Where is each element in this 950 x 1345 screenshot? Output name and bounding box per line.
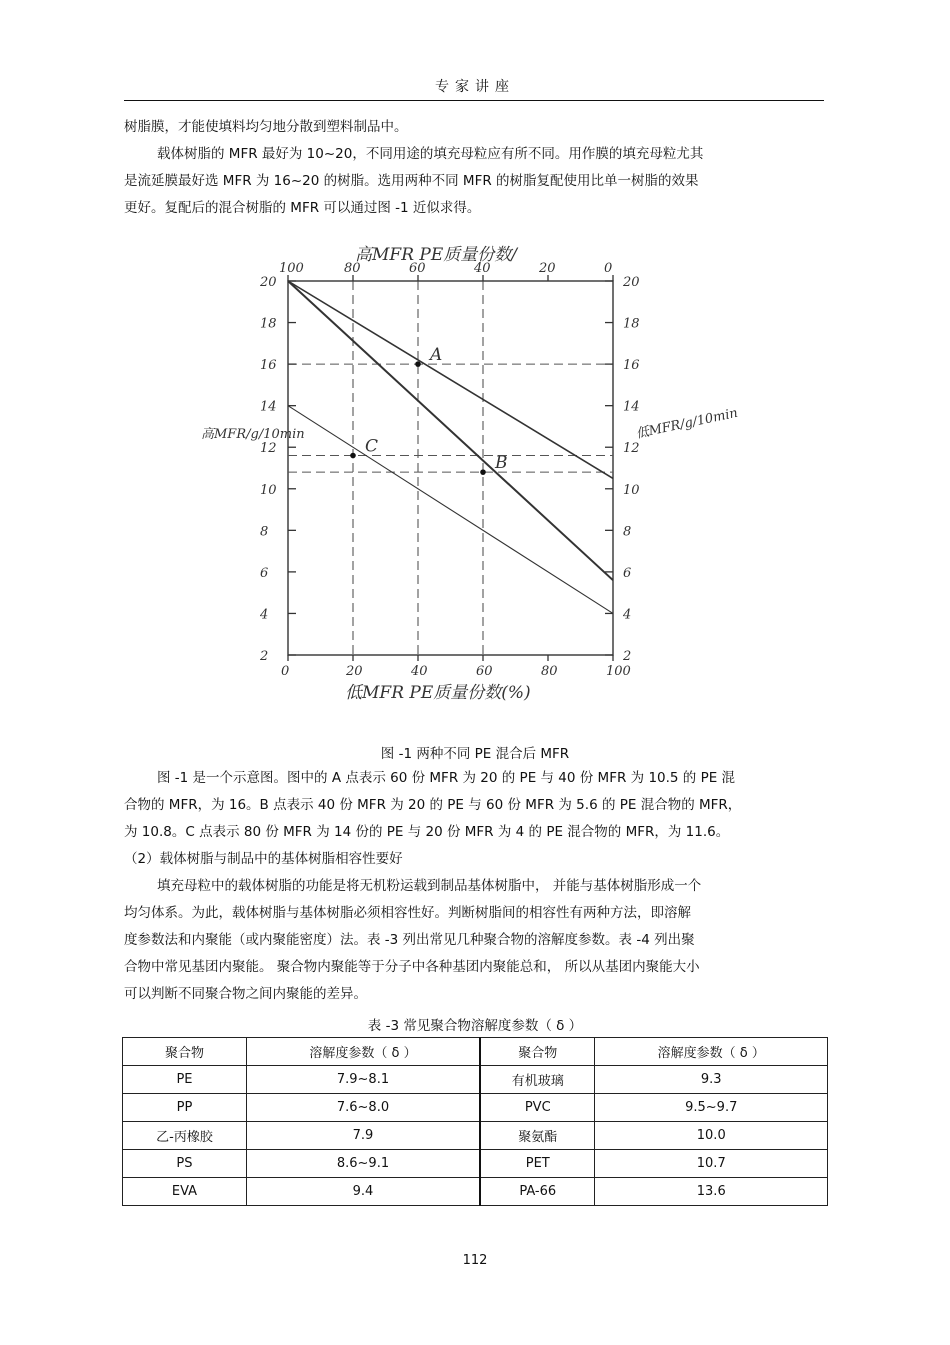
data-point [415,361,421,367]
text-line: 为 10.8。C 点表示 80 份 MFR 为 14 份的 PE 与 20 份 MFR 为 4 的 PE 混合物的 MFR，为 11.6。 [124,824,730,840]
chart-frame [288,281,613,655]
right-tick-label: 10 [623,482,640,498]
text-line: 合物的 MFR，为 16。B 点表示 40 份 MFR 为 20 的 PE 与 60 份 MFR 为 5.6 的 PE 混合物的 MFR， [124,797,742,813]
table-cell: 7.9~8.1 [246,1066,480,1094]
bottom-tick-label: 80 [541,664,558,679]
table-caption: 表 -3 常见聚合物溶解度参数（ δ ） [367,1018,583,1034]
column-header: 聚合物 [123,1038,247,1066]
right-tick-label: 20 [623,275,640,290]
header-rule [124,100,824,101]
left-tick-label: 18 [260,316,277,332]
left-tick-label: 2 [260,649,269,664]
text-line: 填充母粒中的载体树脂的功能是将无机粉运载到制品基体树脂中， 并能与基体树脂形成一个 [157,878,702,894]
bottom-axis-title: 低MFR PE质量份数(%) [345,683,531,703]
section-heading [124,846,834,873]
right-tick-label: 12 [623,441,640,457]
right-axis-title: 低MFR/g/10min [634,405,740,442]
point-label: B [495,453,508,474]
table-cell: EVA [123,1178,247,1206]
text-line: 是流延膜最好选 MFR 为 16~20 的树脂。选用两种不同 MFR 的树脂复配使用比单一树脂的效果 [124,173,699,189]
right-tick-label: 4 [623,607,632,623]
left-axis-title: 高MFR/g/10min [201,427,305,442]
table-cell: 10.0 [595,1122,828,1150]
table-cell: 聚氨酯 [480,1122,595,1150]
column-header: 溶解度参数（ δ ） [246,1038,480,1066]
table-cell: 有机玻璃 [480,1066,595,1094]
table-cell: PVC [480,1094,595,1122]
top-tick-label: 0 [604,261,613,276]
bottom-tick-label: 40 [411,664,428,679]
left-tick-label: 20 [260,275,277,290]
table-cell: 13.6 [595,1178,828,1206]
paragraph-2 [124,141,834,222]
left-tick-label: 6 [260,565,269,581]
left-tick-label: 10 [260,482,277,498]
table-cell: PP [123,1094,247,1122]
table-cell: 9.5~9.7 [595,1094,828,1122]
left-tick-label: 12 [260,441,277,457]
bottom-tick-label: 100 [606,664,631,679]
point-label: C [365,436,379,457]
data-point [480,469,486,475]
top-tick-label: 60 [409,261,426,276]
text-line: 合物中常见基团内聚能。 聚合物内聚能等于分子中各种基团内聚能总和， 所以从基团内聚能大小 [124,959,700,975]
table-cell: 7.9 [246,1122,480,1150]
text-line: 更好。复配后的混合树脂的 MFR 可以通过图 -1 近似求得。 [124,200,481,216]
right-tick-label: 14 [623,399,640,415]
table-cell: 乙-丙橡胶 [123,1122,247,1150]
left-tick-label: 8 [260,524,269,540]
line-C [288,406,613,614]
top-tick-label: 20 [539,261,556,276]
text-line: 图 -1 是一个示意图。图中的 A 点表示 60 份 MFR 为 20 的 PE 与 40 份 MFR 为 10.5 的 PE 混 [157,770,736,786]
page-header: 专家讲座 [435,79,515,95]
column-header: 溶解度参数（ δ ） [595,1038,828,1066]
right-tick-label: 6 [623,565,632,581]
text-line: 可以判断不同聚合物之间内聚能的差异。 [124,986,367,1002]
top-tick-label: 100 [279,261,304,276]
paragraph-3 [124,765,834,846]
bottom-tick-label: 60 [476,664,493,679]
column-header: 聚合物 [480,1038,595,1066]
table-row [123,1122,828,1150]
text-line: 度参数法和内聚能（或内聚能密度）法。表 -3 列出常见几种聚合物的溶解度参数。表 -4 列出聚 [124,932,695,948]
point-label: A [430,345,443,366]
table-cell: 9.3 [595,1066,828,1094]
table-row [123,1066,828,1094]
table-cell: PE [123,1066,247,1094]
left-tick-label: 14 [260,399,277,415]
text-line: 载体树脂的 MFR 最好为 10~20，不同用途的填充母粒应有所不同。用作膜的填充母粒尤其 [157,146,704,162]
table-cell: PET [480,1150,595,1178]
left-tick-label: 4 [260,607,269,623]
table-row [123,1150,828,1178]
table-cell: 7.6~8.0 [246,1094,480,1122]
left-tick-label: 16 [260,358,277,374]
text-line: 均匀体系。为此，载体树脂与基体树脂必须相容性好。判断树脂间的相容性有两种方法，即溶解 [124,905,691,921]
table-row [123,1178,828,1206]
table-cell: 10.7 [595,1150,828,1178]
guide-lines [288,281,613,655]
right-tick-label: 8 [623,524,632,540]
solubility-table [122,1037,828,1206]
paragraph-1 [124,114,834,141]
top-axis-title: 高MFR PE质量份数/ [355,245,517,265]
right-tick-label: 16 [623,358,640,374]
right-tick-label: 18 [623,316,640,332]
right-tick-label: 2 [623,649,632,664]
table-cell: 8.6~9.1 [246,1150,480,1178]
text-line: （2）载体树脂与制品中的基体树脂相容性要好 [124,851,403,867]
page-number: 112 [462,1253,488,1268]
table-cell: 9.4 [246,1178,480,1206]
table-header-row [123,1038,828,1066]
bottom-tick-label: 0 [281,664,290,679]
line-B [288,281,613,580]
top-tick-label: 80 [344,261,361,276]
bottom-tick-label: 20 [346,664,363,679]
axis-ticks [259,261,640,679]
plot-lines [288,281,613,613]
table-row [123,1094,828,1122]
mfr-blend-chart [175,230,740,705]
paragraph-5 [124,873,834,1008]
figure-caption: 图 -1 两种不同 PE 混合后 MFR [380,746,570,762]
table-cell: PS [123,1150,247,1178]
table-cell: PA-66 [480,1178,595,1206]
top-tick-label: 40 [474,261,491,276]
text-line: 树脂膜，才能使填料均匀地分散到塑料制品中。 [124,119,408,135]
line-A [288,281,613,478]
data-point [350,453,356,459]
